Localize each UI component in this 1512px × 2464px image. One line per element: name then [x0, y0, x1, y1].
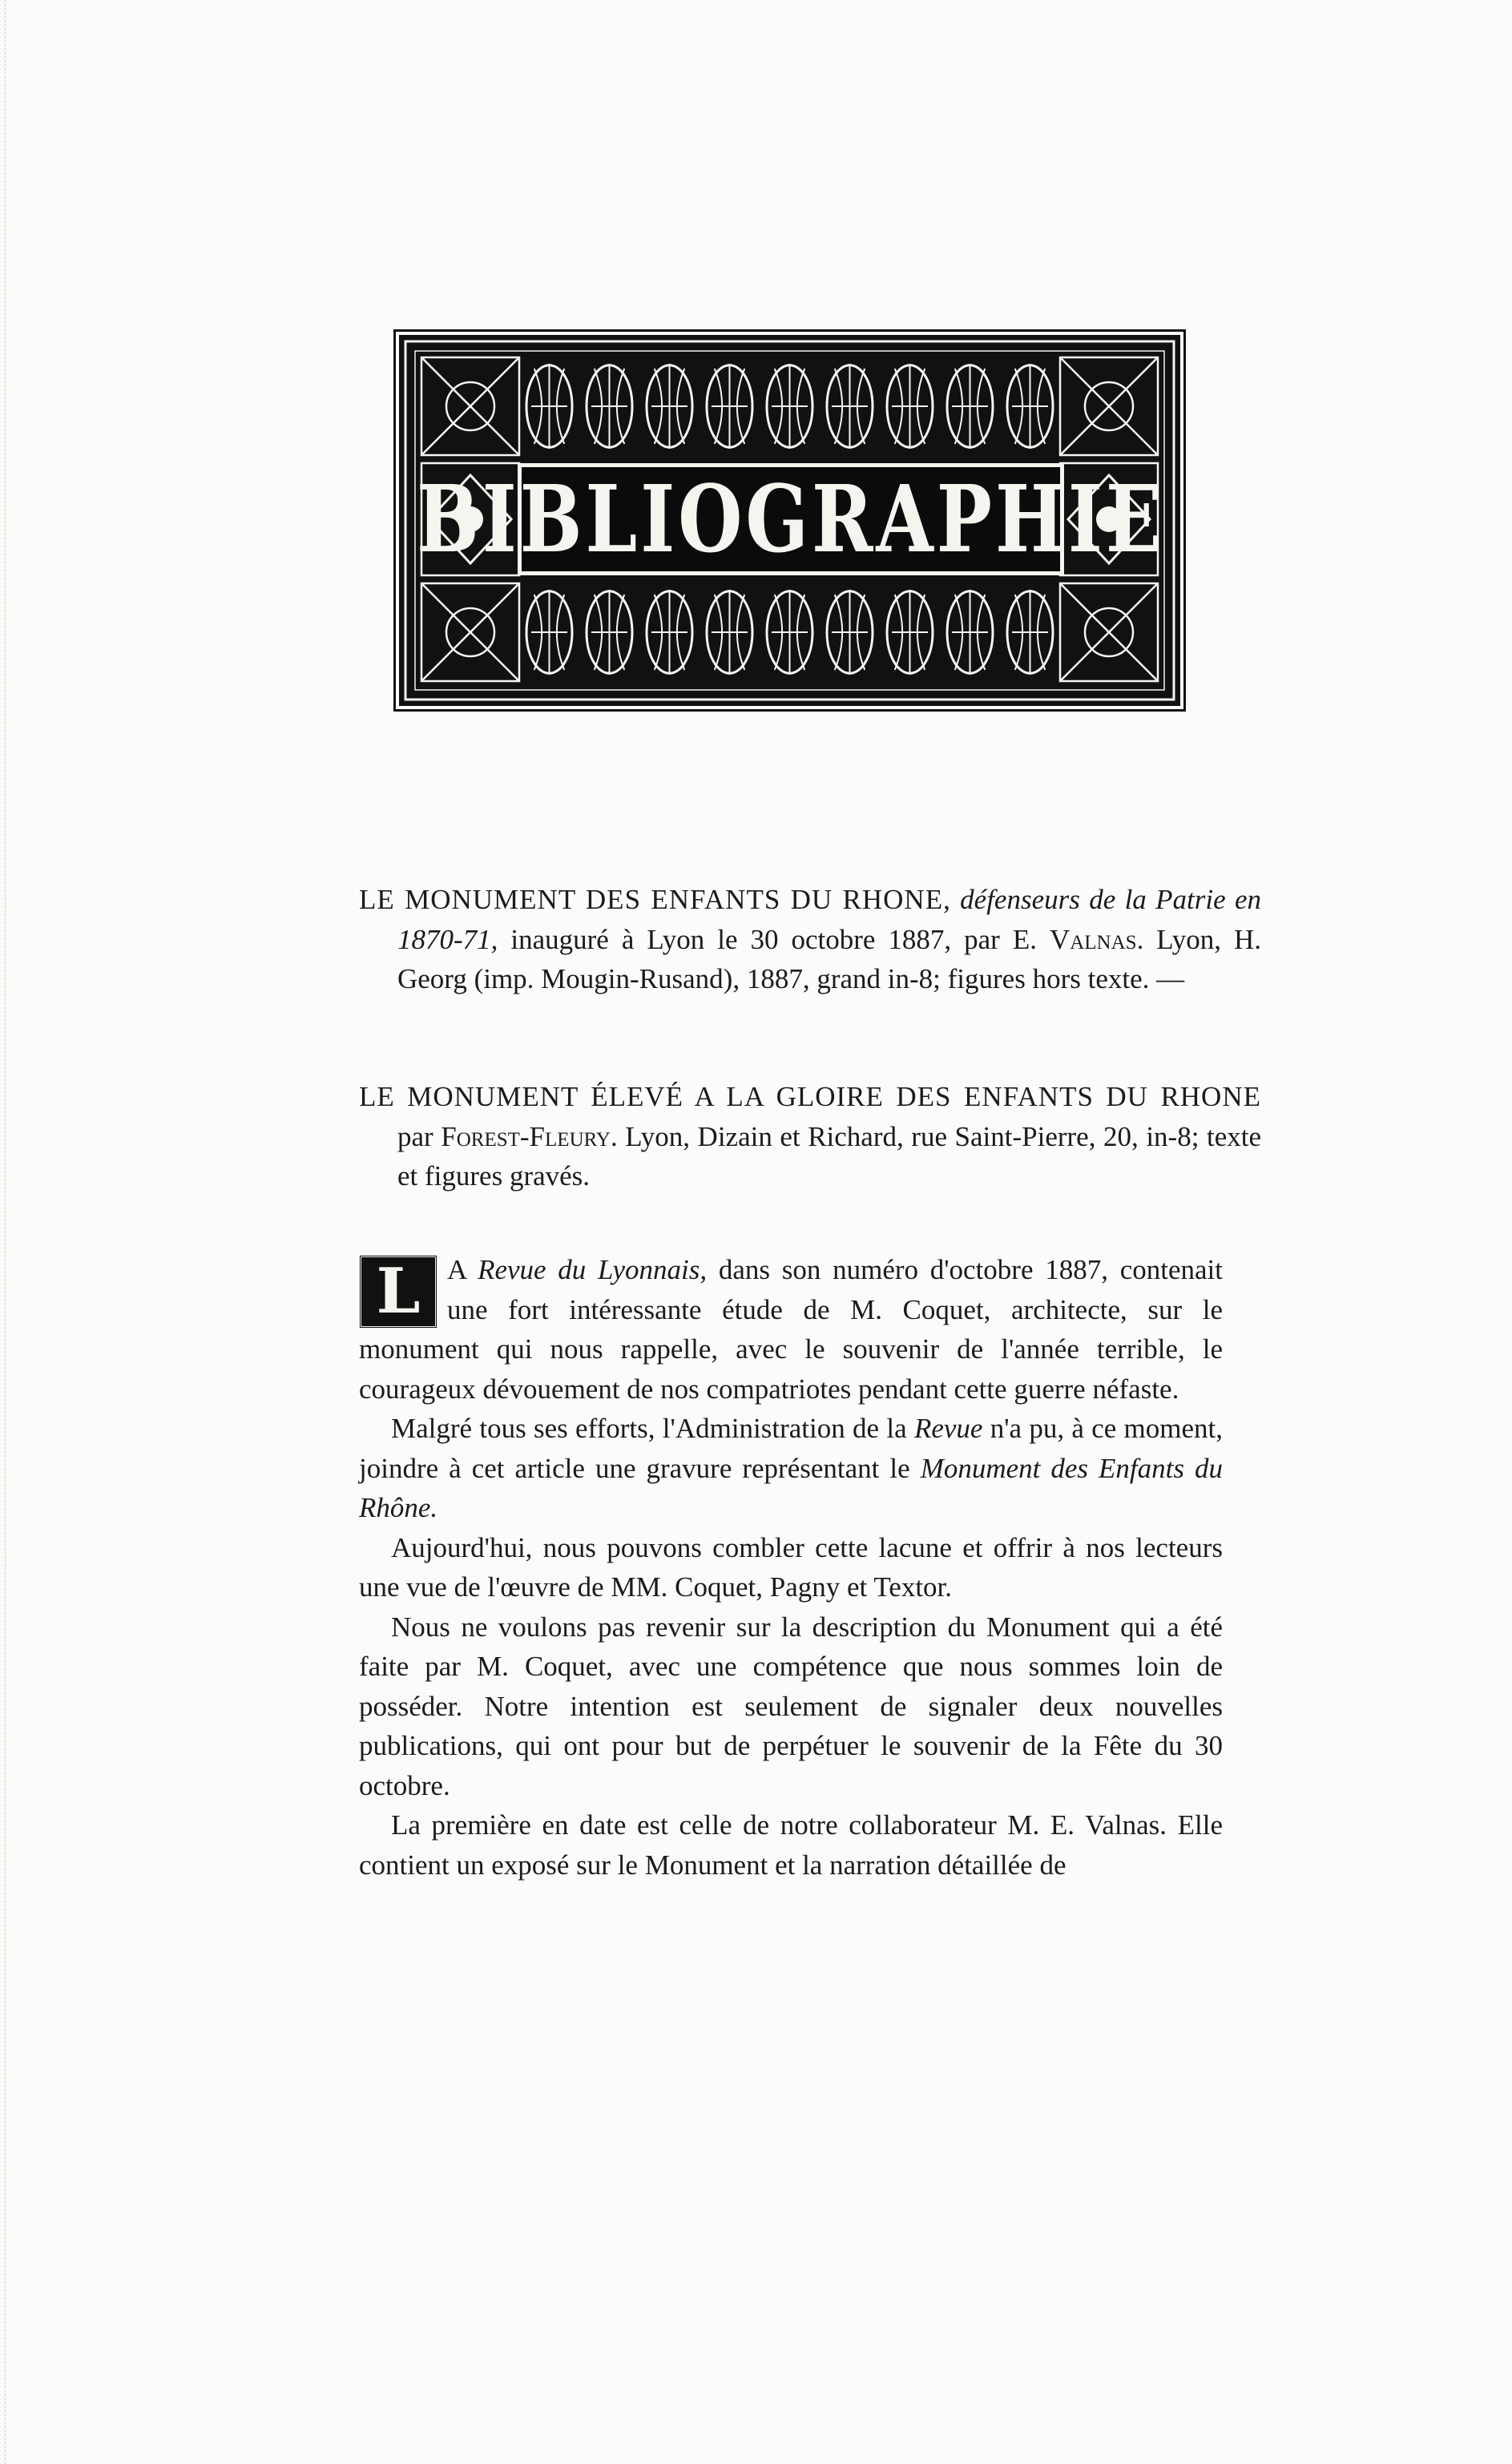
p2-revue: Revue: [913, 1413, 983, 1444]
page-edge: [0, 0, 6, 2464]
ornament-motif: [421, 357, 519, 455]
paragraph-4: Nous ne voulons pas revenir sur la description du Monument qui a été faite par M. Coquet, avec une compétence que nous sommes loin de posséder. Notre intention est seulement de signaler deux nouvelles publications, qui ont pour but de perpétuer le souvenir de la Fête du 30 octobre.: [359, 1611, 1223, 1801]
ornament-motif: [1060, 357, 1158, 455]
p1-start: A: [447, 1254, 466, 1285]
p1-text: dans son numéro d'octobre 1887, contenait une fort intéressante étude de M. Coquet, architecte, sur le monument qui nous rappelle, avec le souvenir de l'année terrible, le courageux dévouement de nos compatriotes pendant cette guerre néfaste.: [359, 1254, 1223, 1405]
drop-cap: L: [359, 1255, 437, 1329]
article-body: [359, 1250, 1223, 1885]
entry-publisher: . Lyon, Dizain et Richard, rue Saint-Pierre, 20, in-8; texte et figures gravés.: [397, 1120, 1262, 1192]
p2-start: Malgré tous ses efforts, l'Administration de la: [391, 1413, 907, 1444]
bibliography-entry-1: [359, 880, 1261, 999]
entry-title: LE MONUMENT ÉLEVÉ A LA GLOIRE DES ENFANTS DU RHONE: [359, 1081, 1261, 1112]
paragraph-1: [359, 1250, 1223, 1409]
ornament-motif: [421, 583, 519, 681]
p2-monument: Monument des Enfants du Rhône.: [359, 1452, 1224, 1523]
entry-publisher: . Lyon, H. Georg (imp. Mougin-Rusand), 1887, grand in-8; figures hors texte. —: [397, 923, 1261, 994]
entry-par: par: [397, 1120, 433, 1152]
p2-text: n'a pu, à ce moment, joindre à cet article une gravure représentant le: [359, 1413, 1224, 1484]
entry-subtitle: défenseurs de la Patrie en 1870-71,: [397, 884, 1262, 955]
banner-title-box: [416, 463, 1166, 575]
bibliography-entry-2: [359, 1077, 1261, 1196]
paragraph-2: [359, 1409, 1223, 1528]
entry-title: LE MONUMENT DES ENFANTS DU RHONE,: [359, 884, 951, 915]
paragraph-5: La première en date est celle de notre collaborateur M. E. Valnas. Elle contient un exposé sur le Monument et la narration détaillée de: [359, 1809, 1223, 1881]
entry-author: Forest-Fleury: [441, 1120, 611, 1152]
paragraph-3: Aujourd'hui, nous pouvons combler cette lacune et offrir à nos lecteurs une vue de l'œuvre de MM. Coquet, Pagny et Textor.: [359, 1531, 1223, 1603]
entry-author: Valnas: [1049, 923, 1137, 955]
p1-revue: Revue du Lyonnais,: [478, 1254, 708, 1285]
ornament-motif: [1060, 583, 1158, 681]
bibliography-banner: [399, 335, 1180, 706]
entry-details: inauguré à Lyon le 30 octobre 1887, par E.: [510, 923, 1037, 955]
banner-title: BIBLIOGRAPHIE: [416, 465, 1166, 574]
